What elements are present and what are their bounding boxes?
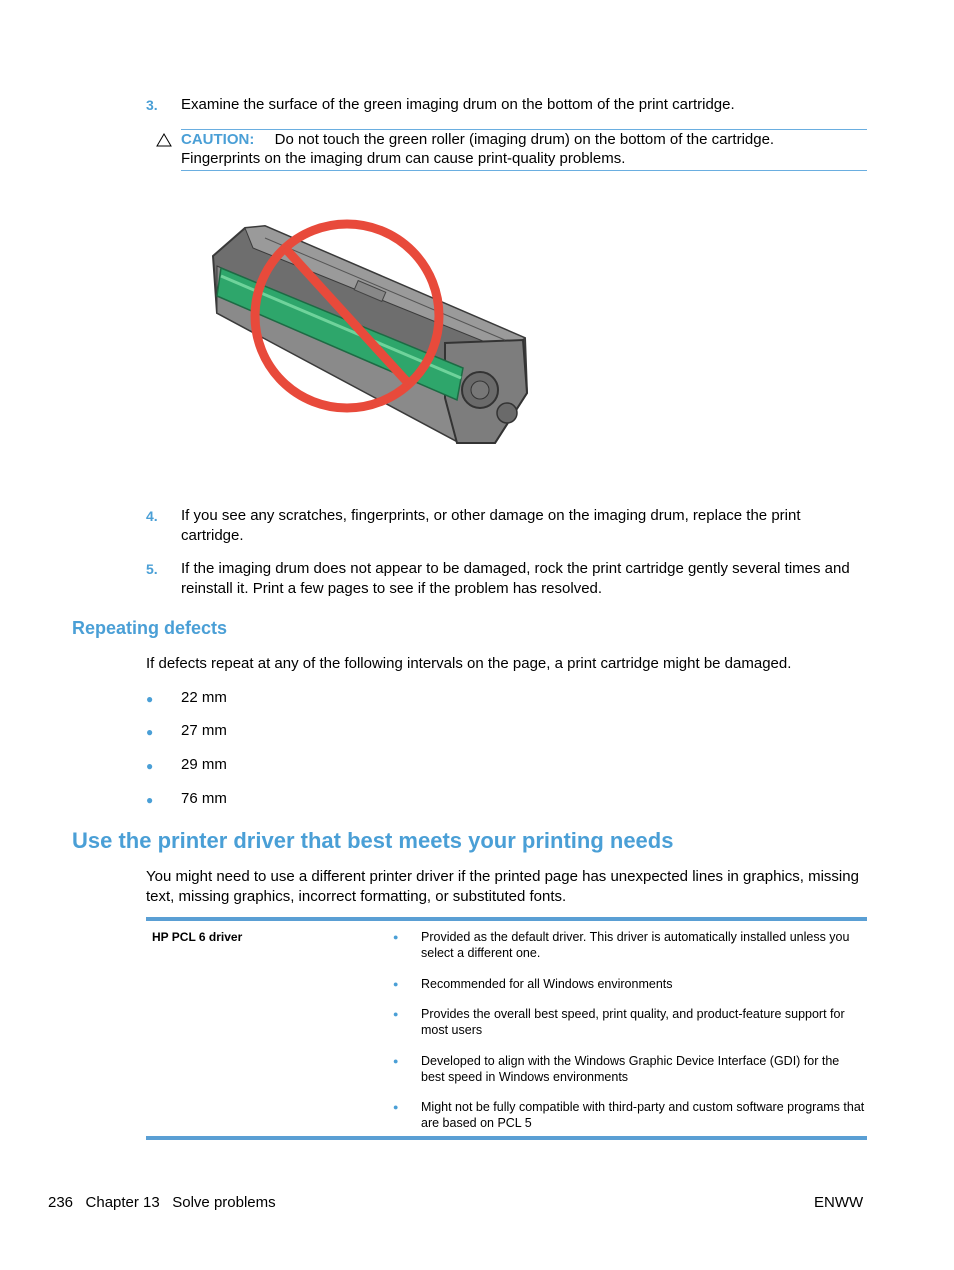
- step-text: If you see any scratches, fingerprints, or other damage on the imaging drum, replace the print cartridge.: [181, 507, 801, 544]
- section-intro: If defects repeat at any of the following intervals on the page, a print cartridge might be damaged.: [146, 655, 792, 672]
- caution-label: CAUTION:: [181, 131, 255, 148]
- caution-text-line1: Do not touch the green roller (imaging drum) on the bottom of the cartridge.: [274, 131, 775, 148]
- driver-feature-item: Provided as the default driver. This driver is automatically installed unless you select a different one.: [421, 930, 850, 960]
- bullet-icon: ●: [146, 759, 154, 773]
- interval-item: 29 mm: [181, 756, 227, 773]
- table-top-rule: [146, 917, 867, 921]
- caution-text-line2: Fingerprints on the imaging drum can cause print-quality problems.: [181, 150, 626, 167]
- caution-triangle-icon: [156, 133, 172, 153]
- page-heading: Use the printer driver that best meets your printing needs: [72, 828, 674, 853]
- driver-feature-item: Developed to align with the Windows Graphic Device Interface (GDI) for the best speed in Windows environments: [421, 1054, 840, 1084]
- driver-name: HP PCL 6 driver: [152, 930, 243, 944]
- bullet-icon: ●: [393, 1056, 399, 1066]
- driver-feature-item: Provides the overall best speed, print quality, and product-feature support for most users: [421, 1007, 845, 1037]
- interval-item: 27 mm: [181, 722, 227, 739]
- driver-intro: You might need to use a different printer driver if the printed page has unexpected lines in graphics, missing text, missing graphics, incorrect formatting, or substituted fonts.: [146, 868, 859, 905]
- caution-note: [181, 129, 867, 171]
- footer-page-info: 236 Chapter 13 Solve problems: [48, 1194, 276, 1211]
- bullet-icon: ●: [146, 692, 154, 706]
- step-text: If the imaging drum does not appear to be damaged, rock the print cartridge gently several times and reinstall it. Print a few pages to see if the problem has resolved.: [181, 560, 850, 597]
- interval-item: 76 mm: [181, 790, 227, 807]
- driver-feature-item: Recommended for all Windows environments: [421, 977, 673, 991]
- step-number: 3.: [146, 97, 158, 113]
- footer-tag: ENWW: [814, 1194, 864, 1211]
- interval-item: 22 mm: [181, 689, 227, 706]
- bullet-icon: ●: [146, 793, 154, 807]
- bullet-icon: ●: [393, 932, 399, 942]
- step-text: Examine the surface of the green imaging drum on the bottom of the print cartridge.: [181, 96, 735, 113]
- bullet-icon: ●: [146, 725, 154, 739]
- section-heading: Repeating defects: [72, 618, 228, 638]
- driver-feature-item: Might not be fully compatible with third-party and custom software programs that are based on PCL 5: [421, 1100, 865, 1130]
- cartridge-illustration: [205, 218, 535, 459]
- bullet-icon: ●: [393, 979, 399, 989]
- table-bottom-rule: [146, 1136, 867, 1140]
- step-number: 5.: [146, 561, 158, 577]
- step-number: 4.: [146, 508, 158, 524]
- bullet-icon: ●: [393, 1102, 399, 1112]
- bullet-icon: ●: [393, 1009, 399, 1019]
